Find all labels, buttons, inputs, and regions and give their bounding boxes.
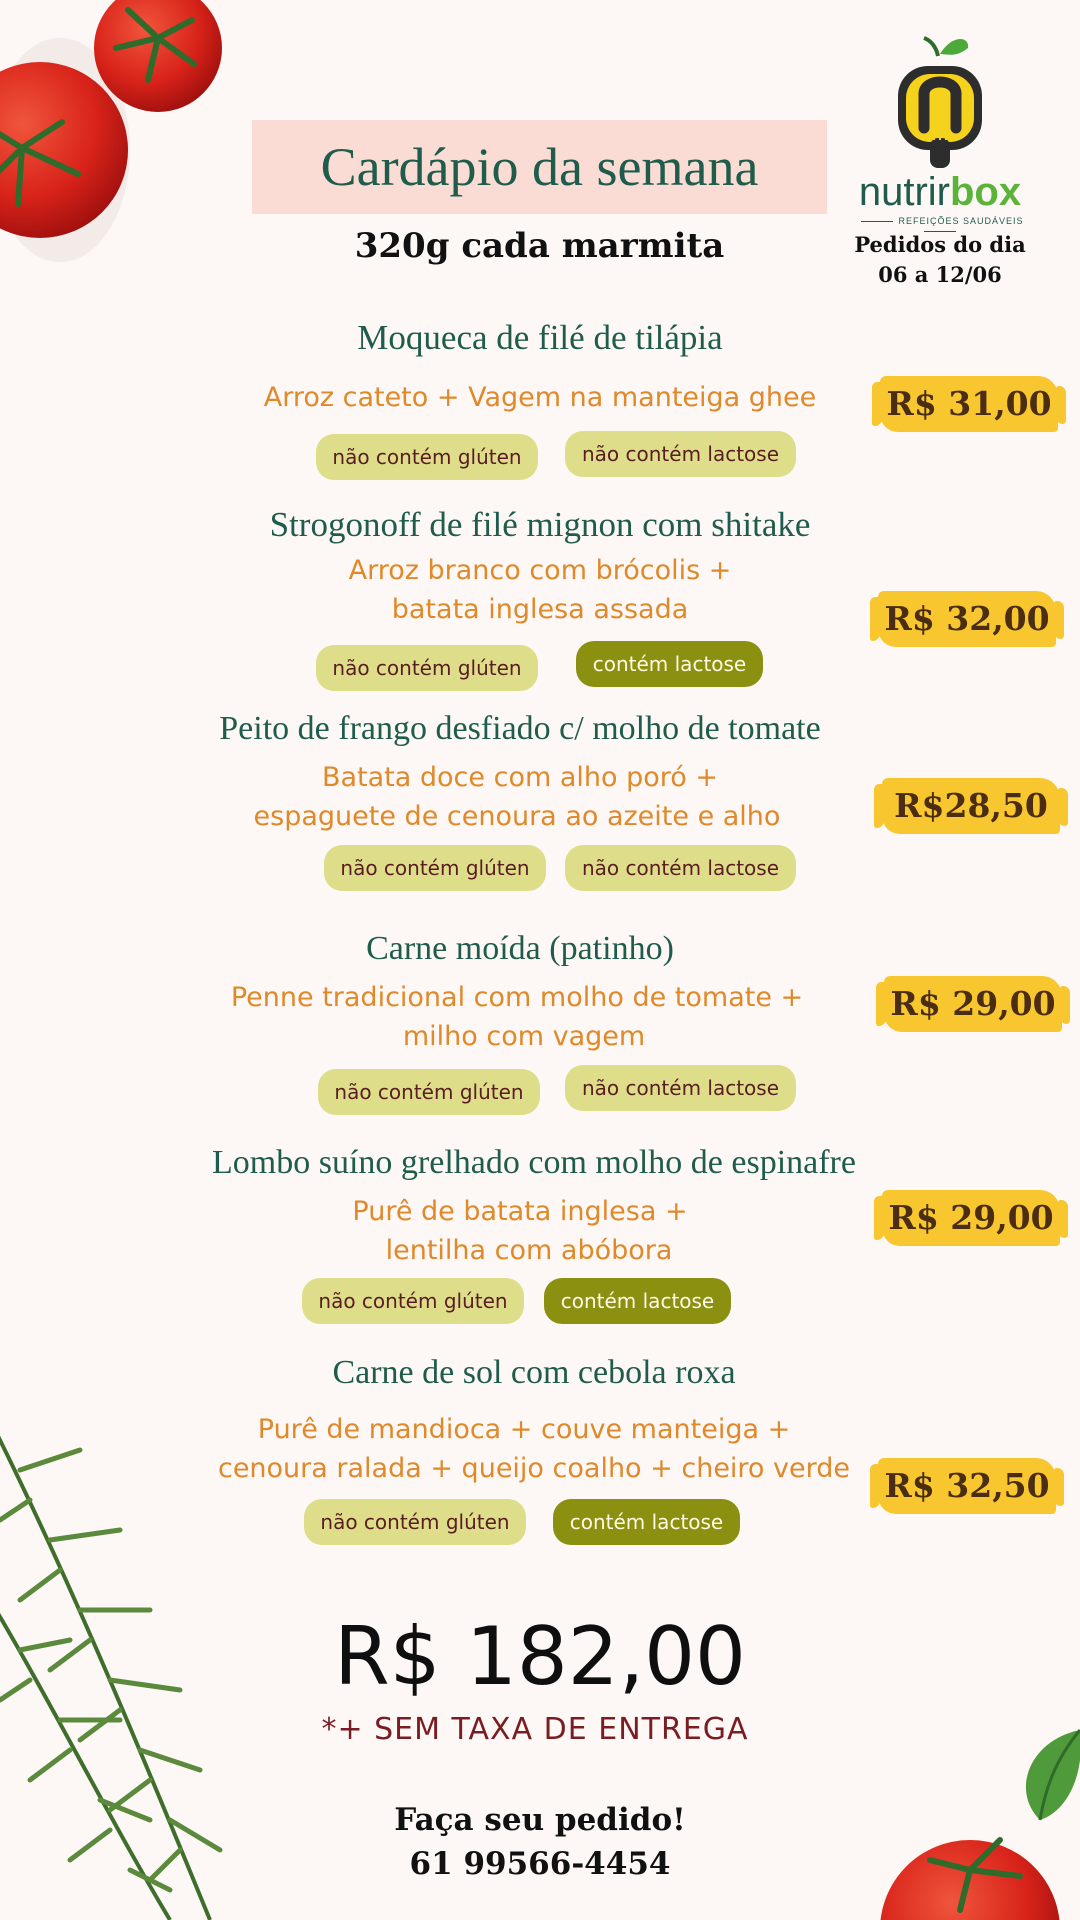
phone-number: 61 99566-4454 (409, 1846, 671, 1882)
lactose-tag: não contém lactose (565, 1065, 796, 1111)
total-price: R$ 182,00 (334, 1610, 746, 1703)
gluten-free-tag: não contém glúten (316, 645, 538, 691)
gluten-free-tag: não contém glúten (302, 1278, 524, 1324)
dish-name: Carne moída (patinho) (366, 930, 674, 967)
dish-sides: Batata doce com alho poró + (321, 762, 718, 793)
dish-price: R$28,50 (882, 778, 1060, 834)
gluten-free-tag: não contém glúten (316, 434, 538, 480)
dish-sides: Purê de mandioca + couve manteiga + (257, 1414, 791, 1445)
dish-name: Moqueca de filé de tilápia (357, 318, 723, 357)
lactose-tag: contém lactose (576, 641, 763, 687)
nutrirbox-logo-icon (890, 30, 990, 170)
orders-label: Pedidos do dia (854, 232, 1026, 257)
gluten-free-tag: não contém glúten (304, 1499, 526, 1545)
dish-sides: batata inglesa assada (391, 594, 689, 625)
order-call-to-action (0, 1798, 1080, 1886)
orders-period (840, 230, 1040, 290)
dish-sides: espaguete de cenoura ao azeite e alho (253, 801, 781, 832)
dish-name: Lombo suíno grelhado com molho de espinafre (212, 1144, 856, 1181)
cta-text: Faça seu pedido! (394, 1802, 686, 1838)
dish-sides: Arroz branco com brócolis + (348, 555, 732, 586)
dish-sides: milho com vagem (402, 1021, 646, 1052)
brand-name-part2: box (950, 170, 1022, 214)
lactose-tag: não contém lactose (565, 845, 796, 891)
dish-sides: Purê de batata inglesa + (352, 1196, 688, 1227)
dish-sides: Penne tradicional com molho de tomate + (230, 982, 804, 1013)
delivery-note: *+ SEM TAXA DE ENTREGA (321, 1712, 749, 1747)
brand-name (840, 170, 1040, 215)
dish-sides: cenoura ralada + queijo coalho + cheiro verde (217, 1453, 851, 1484)
dish-price: R$ 32,50 (878, 1458, 1056, 1514)
gluten-free-tag: não contém glúten (324, 845, 546, 891)
dish-price: R$ 29,00 (884, 976, 1062, 1032)
dish-price: R$ 32,00 (878, 591, 1056, 647)
brand-tagline: REFEIÇÕES SAUDÁVEIS (840, 216, 1040, 236)
tomato-top-left-decoration (0, 0, 240, 280)
dish-price: R$ 29,00 (882, 1190, 1060, 1246)
lactose-tag: não contém lactose (565, 431, 796, 477)
page-subtitle: 320g cada marmita (354, 226, 725, 266)
dish-sides: Arroz cateto + Vagem na manteiga ghee (263, 382, 817, 413)
orders-dates: 06 a 12/06 (878, 262, 1002, 287)
dish-sides: lentilha com abóbora (385, 1235, 673, 1266)
brand-name-part1: nutrir (858, 170, 950, 214)
gluten-free-tag: não contém glúten (318, 1069, 540, 1115)
dish-name: Peito de frango desfiado c/ molho de tomate (219, 710, 821, 747)
lactose-tag: contém lactose (544, 1278, 731, 1324)
dish-price: R$ 31,00 (880, 376, 1058, 432)
page-title: Cardápio da semana (320, 137, 759, 197)
brand-block (840, 30, 1040, 300)
dish-name: Strogonoff de filé mignon com shitake (269, 505, 811, 544)
lactose-tag: contém lactose (553, 1499, 740, 1545)
dish-name: Carne de sol com cebola roxa (332, 1354, 736, 1391)
